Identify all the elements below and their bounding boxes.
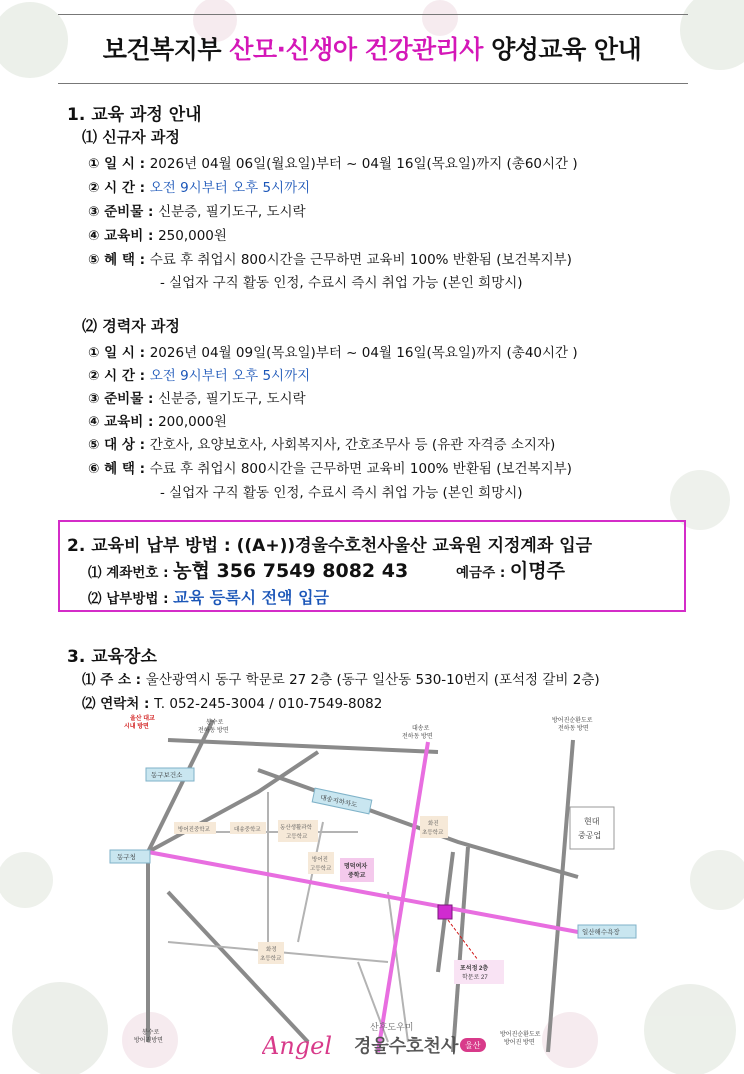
svg-text:울산: 울산 bbox=[465, 1041, 481, 1050]
svg-text:초등학교: 초등학교 bbox=[422, 830, 444, 836]
road-bangeojin bbox=[548, 740, 573, 1052]
career-row-benefit-2: - 실업자 구직 활동 인정, 수료시 즉시 취업 가능 (본인 희망시) bbox=[160, 485, 523, 501]
map-label-bangeojin-bottom: 방어진순환도로 bbox=[500, 1032, 541, 1038]
account-line: ⑴ 계좌번호 : 농협 356 7549 8082 43 bbox=[88, 560, 409, 582]
map-label-bangeojin-top: 방어진순환도로 bbox=[552, 718, 593, 724]
svg-text:명덕여자: 명덕여자 bbox=[344, 864, 368, 870]
svg-text:중공업: 중공업 bbox=[578, 831, 602, 840]
road-top bbox=[168, 740, 438, 752]
svg-text:화정: 화정 bbox=[266, 947, 277, 953]
section2-heading: 2. 교육비 납부 방법 : ((A+))경울수호천사울산 교육원 지정계좌 입금 bbox=[67, 536, 593, 556]
map-label-ulsan-dir: 울산 대교 bbox=[130, 716, 155, 722]
title-suffix: 양성교육 안내 bbox=[482, 35, 642, 64]
map-label-bongsu-top: 봉수로 bbox=[206, 720, 224, 726]
svg-text:전하동 방면: 전하동 방면 bbox=[558, 726, 589, 732]
title-prefix: 보건복지부 bbox=[102, 35, 230, 64]
map-label-daesong: 대송로 bbox=[412, 726, 430, 732]
new-row-time: ② 시 간 : 오전 9시부터 오후 5시까지 bbox=[88, 180, 311, 196]
contact-line: ⑵ 연락처 : T. 052-245-3004 / 010-7549-8082 bbox=[82, 696, 383, 712]
map-box-hyundai bbox=[570, 807, 614, 849]
top-rule bbox=[58, 14, 688, 15]
svg-text:경울수호천사: 경울수호천사 bbox=[354, 1036, 459, 1057]
svg-text:학문로 27: 학문로 27 bbox=[462, 975, 488, 981]
career-row-benefit: ⑥ 혜 택 : 수료 후 취업시 800시간을 근무하면 교육비 100% 반환됨 (보건복지부) bbox=[88, 461, 572, 477]
svg-text:동구보건소: 동구보건소 bbox=[151, 772, 183, 779]
account-number: 농협 356 7549 8082 43 bbox=[173, 560, 409, 582]
svg-text:방어진 방면: 방어진 방면 bbox=[504, 1040, 535, 1046]
svg-text:현대: 현대 bbox=[584, 817, 600, 826]
svg-text:포석정 2층: 포석정 2층 bbox=[460, 966, 489, 972]
svg-text:Angel: Angel bbox=[262, 1032, 333, 1060]
svg-text:동산생활과학: 동산생활과학 bbox=[280, 825, 312, 831]
roads-pink bbox=[148, 742, 578, 1052]
career-row-time: ② 시 간 : 오전 9시부터 오후 5시까지 bbox=[88, 368, 311, 384]
svg-text:일산해수욕장: 일산해수욕장 bbox=[582, 929, 620, 936]
angel-logo bbox=[262, 1018, 492, 1062]
svg-text:초등학교: 초등학교 bbox=[260, 956, 282, 962]
page-title bbox=[0, 30, 744, 66]
svg-text:대송지하차도: 대송지하차도 bbox=[319, 794, 358, 810]
location-map bbox=[108, 712, 648, 1060]
svg-text:동구청: 동구청 bbox=[117, 854, 136, 861]
map-destination-marker bbox=[438, 905, 452, 919]
new-row-benefit-2: - 실업자 구직 활동 인정, 수료시 즉시 취업 가능 (본인 희망시) bbox=[160, 275, 523, 291]
svg-text:화진: 화진 bbox=[428, 821, 439, 827]
new-row-benefit: ⑤ 혜 택 : 수료 후 취업시 800시간을 근무하면 교육비 100% 반환됨 (보건복지부) bbox=[88, 252, 572, 268]
svg-text:방어진방면: 방어진방면 bbox=[134, 1038, 163, 1044]
new-row-date: ① 일 시 : 2026년 04월 06일(월요일)부터 ~ 04월 16일(목요일)까지 (총60시간 ) bbox=[88, 156, 578, 172]
title-highlight: 산모·신생아 건강관리사 bbox=[229, 35, 483, 64]
svg-text:전하동 방면: 전하동 방면 bbox=[402, 734, 433, 740]
svg-text:고등학교: 고등학교 bbox=[310, 866, 332, 872]
svg-text:대송중학교: 대송중학교 bbox=[234, 827, 261, 833]
svg-text:고등학교: 고등학교 bbox=[286, 834, 308, 840]
svg-text:산후도우미: 산후도우미 bbox=[370, 1022, 414, 1032]
account-holder: 이명주 bbox=[509, 560, 565, 582]
svg-text:시내 방면: 시내 방면 bbox=[124, 724, 149, 730]
svg-text:방어진: 방어진 bbox=[312, 857, 328, 863]
section1-heading: 1. 교육 과정 안내 bbox=[67, 105, 202, 125]
section3-heading: 3. 교육장소 bbox=[67, 647, 157, 667]
career-row-fee: ④ 교육비 : 200,000원 bbox=[88, 414, 227, 430]
title-rule bbox=[58, 83, 688, 84]
career-course-heading: ⑵ 경력자 과정 bbox=[82, 317, 180, 335]
roads-grey bbox=[148, 720, 578, 1052]
career-row-date: ① 일 시 : 2026년 04월 09일(목요일)부터 ~ 04월 16일(목요일)까지 (총40시간 ) bbox=[88, 345, 578, 361]
svg-text:전하동 방면: 전하동 방면 bbox=[198, 728, 229, 734]
new-course-heading: ⑴ 신규자 과정 bbox=[82, 128, 180, 146]
career-row-target: ⑤ 대 상 : 간호사, 요양보호사, 사회복지사, 간호조무사 등 (유관 자격증 소지자) bbox=[88, 437, 556, 453]
map-label-bongsu-bottom: 봉수로 bbox=[142, 1030, 160, 1036]
career-row-supplies: ③ 준비물 : 신분증, 필기도구, 도시락 bbox=[88, 391, 306, 407]
address-line: ⑴ 주 소 : 울산광역시 동구 학문로 27 2층 (동구 일산동 530-10번지 (포석정 갈비 2층) bbox=[82, 672, 600, 688]
new-row-fee: ④ 교육비 : 250,000원 bbox=[88, 228, 227, 244]
method-line: ⑵ 납부방법 : 교육 등록시 전액 입금 bbox=[88, 588, 329, 607]
svg-text:방어진중학교: 방어진중학교 bbox=[178, 827, 210, 833]
holder-line: 예금주 : 이명주 bbox=[456, 560, 565, 582]
new-row-supplies: ③ 준비물 : 신분증, 필기도구, 도시락 bbox=[88, 204, 306, 220]
svg-text:중학교: 중학교 bbox=[348, 873, 366, 879]
